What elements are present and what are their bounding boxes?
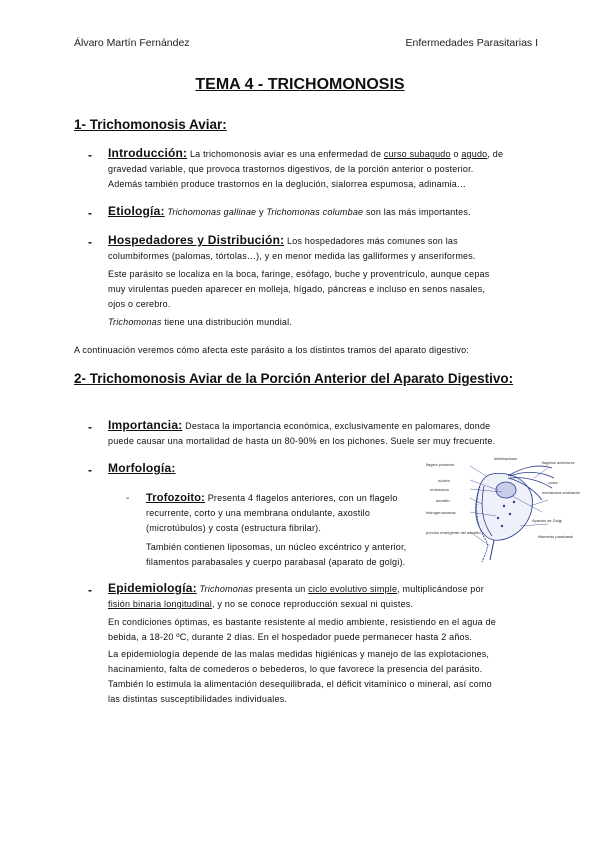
bullet-dash: - <box>88 463 92 477</box>
hospedadores-label: Hospedadores y Distribución: <box>108 233 285 247</box>
fig-label-aparato-golgi: Aparato de Golgi <box>532 518 563 523</box>
trofozoito-label: Trofozoito: <box>146 492 206 504</box>
fig-label-flagelo-posterior: flagelo posterior <box>426 462 455 467</box>
fig-label-axostilo: axostilo <box>436 498 450 503</box>
continuation-text: A continuación veremos cómo afecta este parásito a los distintos tramos del aparato digestivo: <box>74 345 470 355</box>
epidemiologia-label: Epidemiología: <box>108 581 197 595</box>
localizacion-paragraph: Este parásito se localiza en la boca, faringe, esófago, buche y proventrículo, aunque cepas muy virulentas pueden aparecer en molleja, hígado, páncreas e incluso en senos nasales, ojos o cerebro. <box>108 269 490 309</box>
trofozoito-extra-paragraph: También contienen liposomas, un núcleo excéntrico y anterior, filamentos parabasales y cuerpo parabasal (aparato de golgi). <box>146 542 407 567</box>
section-2-heading: 2- Trichomonosis Aviar de la Porción Anterior del Aparato Digestivo: <box>74 371 514 386</box>
bullet-dash: - <box>88 583 92 597</box>
bullet-dash: - <box>88 420 92 434</box>
bullet-dash: - <box>88 148 92 162</box>
hospedadores-paragraph: Hospedadores y Distribución: Los hospedadores más comunes son las columbiformes (palomas, tórtolas…), y en menor medida las galliformes y anseriformes. <box>108 233 476 261</box>
importancia-label: Importancia: <box>108 418 183 432</box>
distribucion-paragraph: Trichomonas tiene una distribución mundial. <box>108 317 293 327</box>
page-title: TEMA 4 - TRICHOMONOSIS <box>195 76 405 93</box>
curso-subagudo-link: curso subagudo <box>383 149 451 159</box>
trichomonas-diagram <box>424 456 580 566</box>
bullet-dash: - <box>88 235 92 249</box>
morfologia-label: Morfología: <box>108 461 176 475</box>
trofozoito-paragraph: Trofozoito: Presenta 4 flagelos anteriores, con un flagelo recurrente, corto y una membrana ondulante, axostilo (microtúbulos) y costa (estructura fibrilar). <box>146 492 398 533</box>
fig-label-hidrogenosomas: hidrogenosomas <box>426 510 456 515</box>
epidemiologia-paragraph: Epidemiología: Trichomonas presenta un ciclo evolutivo simple, multiplicándose por fisión binaria longitudinal, y no se conoce reproducción sexual ni quistes. <box>108 581 484 609</box>
fig-label-endosoma: endosoma <box>430 487 449 492</box>
fig-label-porcion-emergente: porción emergente del axostilo <box>426 530 481 535</box>
fig-label-flagelos-anteriores: flagelos anteriores <box>542 460 575 465</box>
fig-label-filamento-parabasal: filamento parabasal <box>538 534 573 539</box>
sub-bullet-dash: - <box>126 493 130 504</box>
bullet-dash: - <box>88 206 92 220</box>
section-1-heading: 1- Trichomonosis Aviar: <box>74 117 227 132</box>
fig-label-costa: costa <box>548 480 558 485</box>
header-course: Enfermedades Parasitarias I <box>405 37 538 49</box>
fig-label-nucleo: núcleo <box>438 478 450 483</box>
etiologia-paragraph: Etiología: Trichomonas gallinae y Trichomonas columbae son las más importantes. <box>108 204 471 218</box>
fig-label-membrana-ondulante: membrana ondulante <box>542 490 580 495</box>
header-author: Álvaro Martín Fernández <box>74 37 190 49</box>
morfologia-paragraph <box>108 461 176 477</box>
factores-paragraph: La epidemiología depende de las malas medidas higiénicas y manejo de las explotaciones, hacinamiento, falta de comederos o bebederos, lo que favorece la presencia del parásito. También lo estimula la alimentación desequilibrada, el déficit vitamínico o mineral, así como las distintas susceptibilidades individuales. <box>108 649 492 704</box>
condiciones-paragraph: En condiciones óptimas, es bastante resistente al medio ambiente, resistiendo en el agua de bebida, a 18-20 ºC, durante 2 días. En el hospedador puede permanecer hasta 2 años. <box>108 617 496 642</box>
etiologia-label: Etiología: <box>108 204 165 218</box>
importancia-paragraph: Importancia: Destaca la importancia económica, exclusivamente en palomares, donde puede causar una mortalidad de hasta un 80-90% en los pichones. Suele ser muy frecuente. <box>108 418 496 446</box>
intro-paragraph: Introducción: La trichomonosis aviar es una enfermedad de curso subagudo o agudo, de gravedad variable, que provoca trastornos digestivos, de la porción anterior o posterior. Además también produce trastornos en la deglución, sialorrea espumosa, adinamia… <box>108 146 504 189</box>
intro-label: Introducción: <box>108 146 188 160</box>
fig-label-blefaroplasto: blefaroplasto <box>494 456 517 461</box>
